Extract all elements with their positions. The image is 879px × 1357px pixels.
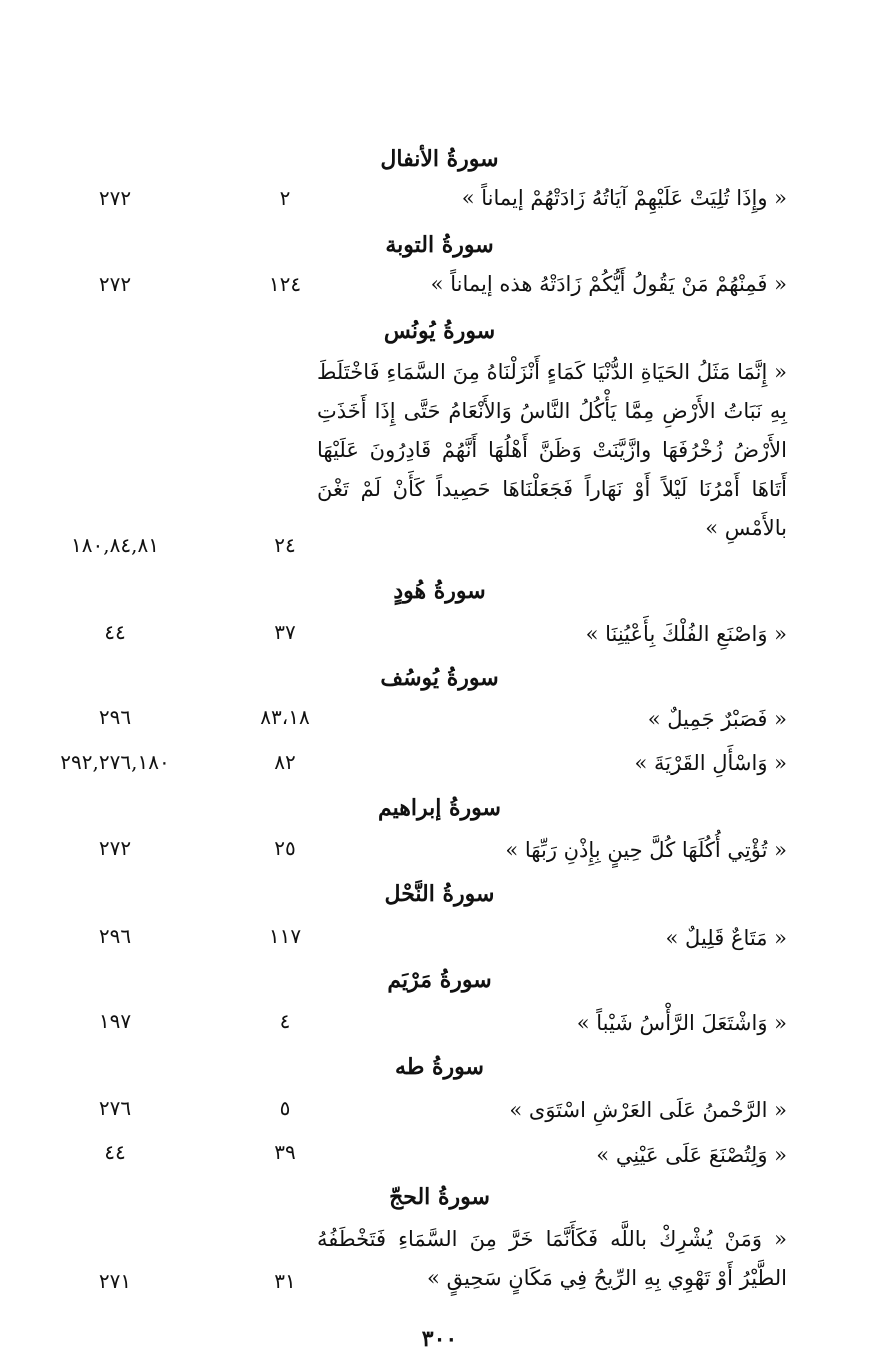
page-reference: ٤٤	[104, 620, 126, 644]
surah-heading-hud: سورةُ هُودٍ	[393, 578, 486, 604]
page-reference: ١٩٧	[98, 1009, 132, 1033]
verse-text: « تُؤْتِي أُكُلَهَا كُلَّ حِينٍ بِإِذْنِ رَبِّهَا »	[505, 838, 787, 862]
surah-heading-tawba: سورةُ التوبة	[385, 232, 494, 258]
surah-heading-nahl: سورةُ النَّحْل	[384, 881, 495, 907]
verse-text: « الرَّحْمنُ عَلَى العَرْشِ اسْتَوَى »	[509, 1098, 787, 1122]
surah-heading-maryam: سورةُ مَرْيَم	[387, 967, 492, 993]
page-reference: ٢٧٢	[98, 836, 132, 860]
verse-text: « وَاشْتَعَلَ الرَّأْسُ شَيْباً »	[576, 1011, 787, 1035]
page-reference: ٢٧٢	[98, 186, 132, 210]
verse-text: « وَاسْأَلِ القَرْيَةَ »	[634, 751, 787, 775]
surah-heading-yunus: سورةُ يُونُس	[383, 318, 496, 344]
page-number: ٣٠٠	[421, 1326, 458, 1352]
verse-text: « إِنَّمَا مَثَلُ الحَيَاةِ الدُّنْيَا كَمَاءٍ أَنْزَلْنَاهُ مِنَ السَّمَاءِ فَاخْتَلَطَ بِهِ نَبَاتُ الأَرْضِ مِمَّا يَأْكُلُ النَّاسُ وَالأَنْعَامُ حَتَّى إِذَا أَخَذَتِ الأَرْضُ زُخْرُفَهَا وازَّيَّنَتْ وَظَنَّ أَهْلُهَا أَنَّهُمْ قَادِرُونَ عَلَيْهَا أَتَاهَا أَمْرُنَا لَيْلاً أَوْ نَهَاراً فَجَعَلْنَاهَا حَصِيداً كَأَنْ لَمْ تَغْنَ بالأَمْسِ »	[317, 360, 787, 540]
ayah-number: ٣٩	[274, 1140, 296, 1164]
page-reference: ٤٤	[104, 1140, 126, 1164]
verse-text: « وَمَنْ يُشْرِكْ باللَّه فَكَأَنَّمَا خَرَّ مِنَ السَّمَاءِ فَتَخْطَفُهُ الطَّيْرُ أَوْ تَهْوِي بِهِ الرِّيحُ فِي مَكَانٍ سَحِيقٍ »	[317, 1227, 787, 1290]
ayah-number: ١١٧	[268, 924, 302, 948]
verse-text: « فَمِنْهُمْ مَنْ يَقُولُ أَيُّكُمْ زَادَتْهُ هذه إيماناً »	[430, 272, 787, 296]
page-reference: ٢٩٦	[98, 924, 132, 948]
page-reference: ٢٩٢,٢٧٦,١٨٠	[60, 750, 170, 774]
surah-heading-anfal: سورةُ الأنفال	[380, 146, 499, 172]
page-reference: ٢٧٦	[98, 1096, 132, 1120]
page-reference: ٢٩٦	[98, 705, 132, 729]
surah-heading-hajj: سورةُ الحجّ	[389, 1184, 490, 1210]
page-reference: ٢٧٢	[98, 272, 132, 296]
ayah-number: ٣١	[274, 1269, 296, 1293]
ayah-number: ٨٢	[274, 750, 296, 774]
ayah-number: ٢٥	[274, 836, 296, 860]
page-reference: ٢٧١	[98, 1269, 132, 1293]
ayah-number: ٢	[279, 186, 291, 210]
verse-text: « وإِذَا تُلِيَتْ عَلَيْهِمْ آيَاتُهُ زَادَتْهُمْ إيماناً »	[461, 186, 787, 210]
surah-heading-ibrahim: سورةُ إبراهيم	[378, 795, 501, 821]
ayah-number: ٥	[279, 1096, 291, 1120]
surah-heading-yusuf: سورةُ يُوسُف	[380, 665, 499, 691]
ayah-number: ٢٤	[274, 533, 296, 557]
page-reference: ١٨٠,٨٤,٨١	[71, 533, 159, 557]
verse-text: « وَلِتُصْنَعَ عَلَى عَيْنِي »	[596, 1143, 787, 1167]
verse-text: « فَصَبْرٌ جَمِيلٌ »	[647, 707, 787, 731]
surah-heading-taha: سورةُ طه	[395, 1054, 484, 1080]
ayah-number: ١٢٤	[268, 272, 302, 296]
ayah-number: ٨٣،١٨	[260, 705, 310, 729]
verse-text: « مَتَاعٌ قَلِيلٌ »	[665, 926, 787, 950]
ayah-number: ٣٧	[274, 620, 296, 644]
verse-text: « وَاصْنَعِ الفُلْكَ بِأَعْيُنِنَا »	[585, 622, 787, 646]
ayah-number: ٤	[279, 1009, 291, 1033]
